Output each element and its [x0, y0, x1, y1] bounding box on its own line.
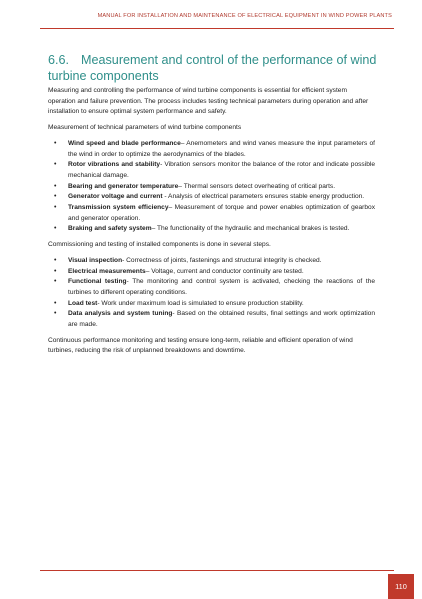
list-item	[48, 192, 375, 203]
item-separator: –	[168, 204, 175, 212]
item-term: Rotor vibrations and stability	[68, 161, 161, 169]
list-item	[48, 256, 375, 267]
item-text: Analysis of electrical parameters ensures stable energy production.	[168, 193, 365, 201]
item-term: Visual inspection	[68, 256, 123, 264]
item-text: The functionality of the hydraulic and mechanical brakes is tested.	[156, 225, 350, 233]
item-term: Generator voltage and current	[68, 193, 163, 201]
page-number: 110	[388, 574, 414, 599]
item-term: Bearing and generator temperature	[68, 182, 179, 190]
item-separator: -	[97, 299, 102, 307]
conclusion-paragraph: Continuous performance monitoring and testing ensure long-term, reliable and efficient operation of wind turbines, reducing the risk of unplanned breakdowns and downtime.	[48, 336, 353, 355]
running-header: MANUAL FOR INSTALLATION AND MAINTENANCE OF ELECTRICAL EQUIPMENT IN WIND POWER PLANTS	[97, 13, 392, 19]
item-text: Thermal sensors detect overheating of critical parts.	[183, 182, 336, 190]
header-rule	[40, 28, 394, 29]
item-text: Vibration sensors monitor the balance of the rotor and indicate possible mechanical damage.	[68, 161, 375, 179]
section-heading	[48, 52, 378, 84]
footer-rule	[40, 570, 394, 571]
intro-paragraph: Measuring and controlling the performance of wind turbine components is essential for efficient system operation and failure prevention. The process includes testing technical parameters during operation and after installation to ensure optimal system performance and safety.	[48, 87, 369, 116]
item-term: Braking and safety system	[68, 225, 152, 233]
item-separator: -	[160, 161, 165, 169]
list-item	[48, 203, 375, 224]
item-text: Voltage, current and conductor continuity are tested.	[151, 267, 304, 275]
list-item	[48, 182, 375, 193]
list-item	[48, 277, 375, 298]
item-term: Electrical measurements	[68, 267, 146, 275]
item-term: Transmission system efficiency	[68, 204, 169, 212]
item-text: Measurement of torque and power enables optimization of gearbox and generator operation.	[68, 204, 376, 222]
item-term: Data analysis and system tuning	[68, 310, 173, 318]
list-item	[48, 309, 375, 330]
item-separator: –	[178, 182, 184, 190]
page-body	[48, 86, 375, 362]
item-separator: -	[122, 256, 127, 264]
item-term: Load test	[68, 299, 98, 307]
item-separator: -	[172, 310, 177, 318]
section-number: 6.6.	[48, 53, 70, 67]
item-separator: -	[162, 193, 169, 201]
commissioning-heading: Commissioning and testing of installed components is done in several steps.	[48, 241, 271, 249]
section-title: Measurement and control of the performance of wind turbine components	[48, 53, 377, 83]
item-separator: –	[180, 139, 187, 147]
item-term: Wind speed and blade performance	[68, 139, 181, 147]
list-item	[48, 139, 375, 160]
list-item	[48, 299, 375, 310]
item-separator: –	[151, 225, 157, 233]
item-text: Correctness of joints, fastenings and structural integrity is checked.	[126, 256, 322, 264]
item-text: Based on the obtained results, final settings and work optimization are made.	[68, 310, 375, 329]
item-text: Anemometers and wind vanes measure the input parameters of the wind in order to optimize the aerodynamics of the blades.	[68, 139, 375, 158]
commissioning-list	[48, 256, 375, 331]
item-text: The monitoring and control system is activated, checking the reactions of the turbines to different operating conditions.	[68, 278, 375, 296]
measurement-heading: Measurement of technical parameters of wind turbine components	[48, 124, 242, 132]
list-item	[48, 224, 375, 235]
item-separator: -	[126, 278, 133, 286]
item-term: Functional testing	[68, 278, 127, 286]
item-text: Work under maximum load is simulated to ensure production stability.	[101, 299, 304, 307]
list-item	[48, 267, 375, 278]
item-separator: –	[145, 267, 152, 275]
list-item	[48, 160, 375, 181]
measurement-list	[48, 139, 375, 235]
